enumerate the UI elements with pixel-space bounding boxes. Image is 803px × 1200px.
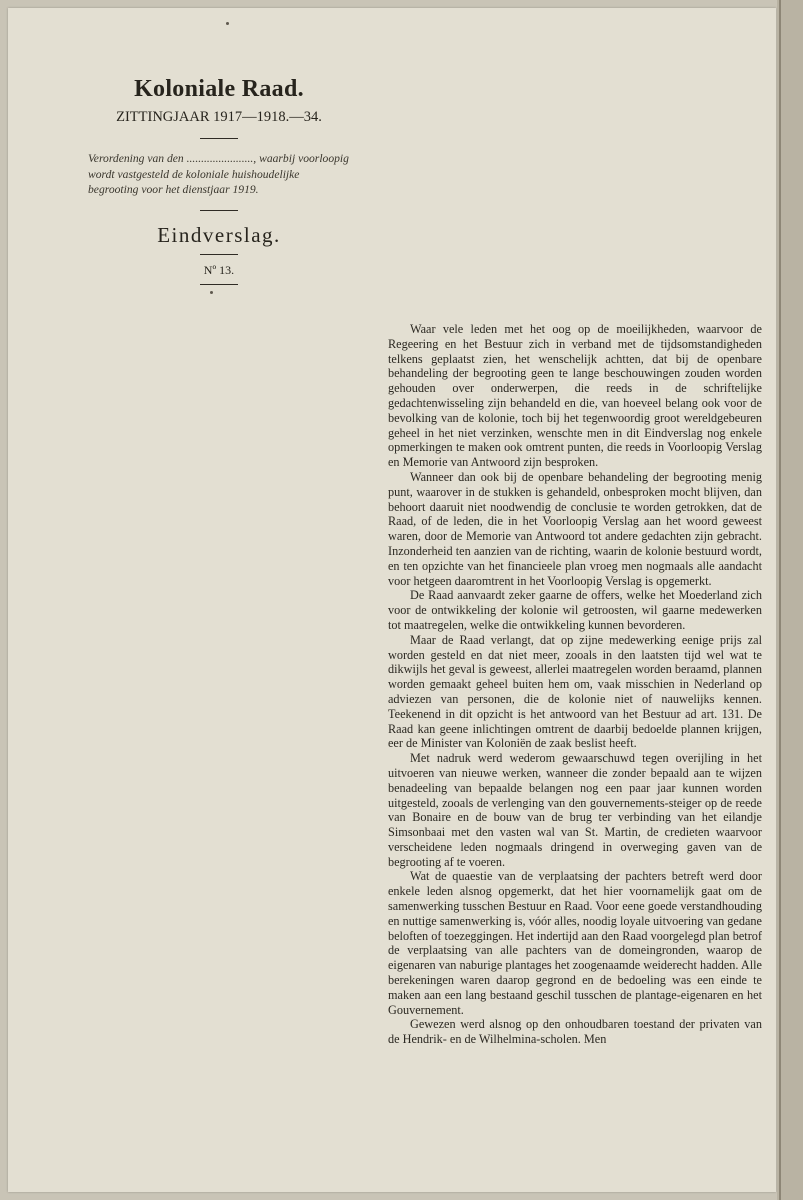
page-border-line [779,0,781,1200]
rule-divider [200,284,238,285]
paragraph: Gewezen werd alsnog op den onhoudbaren toestand der privaten van de Hendrik- en de Wilhelmina-scholen. Men [388,1017,762,1047]
ordinance-caption: Verordening van den ......................., waarbij voorloopig wordt vastgesteld de koloniale huishoudelijke begrooting voor het dienstjaar 1919. [88,152,349,196]
speck-top [226,22,229,25]
rule-divider [200,254,238,255]
council-title: Koloniale Raad. [134,76,304,102]
report-title: Eindverslag. [157,222,281,247]
report-body [388,322,762,1047]
speck-mid [210,291,213,294]
paragraph: Maar de Raad verlangt, dat op zijne medewerking eenige prijs zal worden gesteld en dat niet meer, zooals in den laatsten tijd wel wat te dikwijls het geval is geweest, allerlei maatregelen worden beraamd, plannen worden gemaakt geheel buiten hem om, vaak misschien in Nederland op adviezen van personen, die de kolonie niet of nauwelijks kennen. Teekenend in dit opzicht is het antwoord van het Bestuur ad art. 131. De Raad kan geene inlichtingen omtrent de daarbij bedoelde plannen krijgen, eer de Minister van Koloniën de zaak beslist heeft. [388,632,762,751]
paragraph: Wat de quaestie van de verplaatsing der pachters betreft werd door enkele leden alsnog opgemerkt, dat het hier voornamelijk gaat om de samenwerking tusschen Bestuur en Raad. Voor eene goede verstandhouding en nuttige samenwerking is, vóór alles, noodig loyale uitvoering van gedane beloften of toezeggingen. Het indertijd aan den Raad voorgelegd plan betrof de verplaatsing van alle pachters van de domeingronden, waarop de eigenaren van naburige plantages het zoogenaamde weiderecht hadden. Alle berekeningen waren daarop gegrond en de bedoeling was een einde te maken aan een lang bestaand geschil tusschen de plantage-eigenaren en het Gouvernement. [388,869,762,1017]
rule-divider [200,210,238,211]
paragraph: De Raad aanvaardt zeker gaarne de offers, welke het Moederland zich voor de ontwikkeling der kolonie wil getroosten, wil gaarne medewerken tot maatregelen, welke die ontwikkeling kunnen bevorderen. [388,588,762,632]
document-number: Nº 13. [203,262,235,277]
paragraph: Waar vele leden met het oog op de moeilijkheden, waarvoor de Regeering en het Bestuur zich in verband met de tijdsomstandigheden telkens geplaatst zien, het wenschelijk achtten, dat bij de openbare behandeling der begrooting geen te lange beschouwingen zouden worden gehouden over onderwerpen, die reeds in de schriftelijke gedachtenwisseling zijn behandeld en die, van hoeveel belang ook voor de bevolking van de kolonie, toch bij het tegenwoordig groot wereldgebeuren geheel in het niet verzinken, wenschte men in dit Eindverslag nog enkele opmerkingen te maken ook omtrent punten, die reeds in Voorloopig Verslag en Memorie van Antwoord zijn besproken. [388,322,762,470]
paragraph: Met nadruk werd wederom gewaarschuwd tegen overijling in het uitvoeren van nieuwe werken, wanneer die zonder bepaald aan te wijzen benadeeling van bepaalde belangen nog een paar jaar kunnen worden uitgesteld, zooals de verlenging van den gouvernements-steiger op de reede van Bonaire en de bouw van de brug ter verbinding van het eilandje Simsonbaai met den vasten wal van St. Martin, de credieten waarvoor verscheidene leden nogmaals dringend in overweging gaven van de begrooting af te voeren. [388,751,762,869]
session-year: ZITTINGJAAR 1917—1918.—34. [116,109,322,125]
paragraph: Wanneer dan ook bij de openbare behandeling der begrooting menig punt, waarover in de stukken is gehandeld, onbesproken mocht blijven, dan behoort daaruit niet noodwendig de conclusie te worden getrokken, dat de Raad, of de leden, die in het Voorloopig Verslag aan het woord geweest waren, door de Memorie van Antwoord tot andere gedachten zijn gebracht. Inzonderheid ten aanzien van de richting, waarin de kolonie bestuurd wordt, en ten opzichte van het financieele plan vroeg men nogmaals alle aandacht voor hetgeen daaromtrent in het Voorloopig Verslag is opgemerkt. [388,469,762,588]
rule-divider [200,138,238,139]
heading-block [88,76,350,291]
